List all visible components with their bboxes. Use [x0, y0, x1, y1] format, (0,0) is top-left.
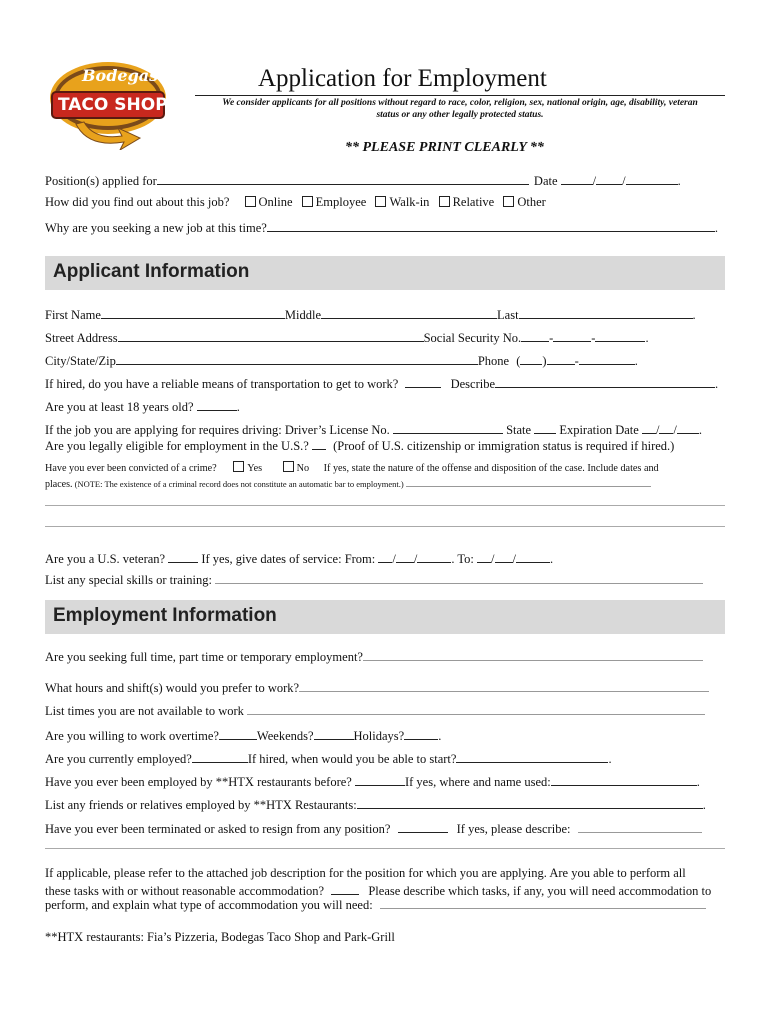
checkbox-convicted-yes[interactable]: [233, 461, 244, 472]
eeo-statement: [195, 97, 725, 121]
checkbox-convicted-no[interactable]: [283, 461, 294, 472]
state-field[interactable]: [534, 421, 556, 434]
date-year-field[interactable]: [626, 172, 678, 185]
option-walk-in: Walk-in: [389, 195, 430, 209]
date-month-field[interactable]: [561, 172, 593, 185]
hours-row: [45, 681, 709, 696]
convicted-note: If yes, state the nature of the offense and disposition of the case. Include dates and: [323, 463, 659, 474]
logo-bottom-text: TACO SHOP: [58, 95, 168, 115]
street-field[interactable]: [118, 329, 424, 342]
service-from-year[interactable]: [417, 550, 451, 563]
license-field[interactable]: [393, 421, 503, 434]
eeo-line-1: We consider applicants for all positions without regard to race, color, religion, sex, national origin, age, disability, veteran: [222, 98, 698, 108]
htx-before-label: Have you ever been employed by **HTX restaurants before?: [45, 775, 352, 789]
city-field[interactable]: [116, 352, 478, 365]
phone-number-field[interactable]: [579, 352, 635, 365]
checkbox-employee[interactable]: [302, 196, 313, 207]
please-describe-label: If yes, please describe:: [456, 822, 571, 836]
where-field[interactable]: [551, 773, 697, 786]
describe-label: Describe: [450, 377, 496, 391]
applicant-section-title: Applicant Information: [53, 261, 250, 282]
not-available-label: List times you are not available to work: [45, 704, 244, 718]
accommodation-question: these tasks with or without reasonable accommodation?: [45, 884, 325, 898]
terminated-label: Have you ever been terminated or asked to resign from any position?: [45, 822, 391, 836]
print-clearly-note: ** PLEASE PRINT CLEARLY **: [345, 140, 544, 155]
htx-footnote: **HTX restaurants: Fia’s Pizzeria, Bodegas Taco Shop and Park-Grill: [45, 930, 395, 944]
accommodation-describe-label: Please describe which tasks, if any, you will need accommodation to: [368, 884, 712, 898]
title-rule: [195, 95, 725, 96]
exp-year-field[interactable]: [677, 421, 699, 434]
accommodation-explain-label: perform, and explain what type of accommodation you will need:: [45, 898, 373, 912]
why-row: Why are you seeking a new job at this time? .: [45, 221, 718, 235]
checkbox-walk-in[interactable]: [375, 196, 386, 207]
position-row: Position(s) applied for Date / / .: [45, 174, 681, 188]
skills-field[interactable]: [215, 573, 703, 584]
not-available-row: [45, 704, 705, 719]
eligible-note: (Proof of U.S. citizenship or immigration status is required if hired.): [333, 439, 675, 453]
why-label: Why are you seeking a new job at this time?: [45, 221, 267, 235]
terminated-describe-field-2[interactable]: [45, 848, 725, 849]
city-row: City/State/Zip Phone ( ) - .: [45, 354, 638, 368]
checkbox-online[interactable]: [245, 196, 256, 207]
expiration-label: Expiration Date: [559, 423, 639, 437]
option-relative: Relative: [452, 195, 495, 209]
accommodation-explain-field[interactable]: [380, 898, 706, 909]
checkbox-relative[interactable]: [439, 196, 450, 207]
ssn-part1-field[interactable]: [521, 329, 549, 342]
offense-field-2[interactable]: [45, 505, 725, 506]
find-job-row: [45, 195, 546, 210]
convicted-label: Have you ever been convicted of a crime?: [45, 463, 217, 474]
service-to-month[interactable]: [477, 550, 491, 563]
service-from-month[interactable]: [378, 550, 392, 563]
not-available-field[interactable]: [247, 704, 705, 715]
transport-field[interactable]: [405, 375, 441, 388]
service-to-day[interactable]: [495, 550, 513, 563]
friends-label: List any friends or relatives employed by **HTX Restaurants:: [45, 798, 357, 812]
phone-area-field[interactable]: [520, 352, 542, 365]
veteran-row: Are you a U.S. veteran? If yes, give dates of service: From: / / . To: / / .: [45, 552, 554, 566]
why-field[interactable]: [267, 219, 715, 232]
employment-section-title: Employment Information: [53, 605, 277, 626]
name-row: First Name Middle Last .: [45, 308, 696, 322]
transport-row: If hired, do you have a reliable means of transportation to get to work? Describe .: [45, 377, 719, 391]
last-field[interactable]: [519, 306, 693, 319]
terminated-field[interactable]: [398, 820, 448, 833]
service-to-year[interactable]: [516, 550, 550, 563]
friends-field[interactable]: [357, 796, 703, 809]
convicted-no-label: No: [296, 463, 310, 474]
exp-month-field[interactable]: [642, 421, 656, 434]
overtime-field[interactable]: [219, 727, 257, 740]
phone-prefix-field[interactable]: [547, 352, 575, 365]
city-label: City/State/Zip: [45, 354, 116, 368]
eligible-field[interactable]: [312, 437, 326, 450]
license-row: If the job you are applying for requires driving: Driver’s License No. State Expiration Date / / .: [45, 423, 703, 437]
offense-field-1[interactable]: [406, 476, 651, 487]
describe-field[interactable]: [495, 375, 715, 388]
transport-label: If hired, do you have a reliable means of transportation to get to work?: [45, 377, 399, 391]
seeking-label: Are you seeking full time, part time or temporary employment?: [45, 650, 363, 664]
street-label: Street Address: [45, 331, 118, 345]
holidays-label: Holidays?: [353, 729, 405, 743]
terminated-row: [45, 820, 702, 837]
ssn-label: Social Security No.: [423, 331, 522, 345]
page-title: Application for Employment: [258, 65, 547, 92]
weekends-field[interactable]: [314, 727, 354, 740]
eligible-row: [45, 437, 674, 454]
places-label: places.: [45, 479, 73, 490]
age-field[interactable]: [197, 398, 237, 411]
overtime-row: Are you willing to work overtime? Weekends? Holidays? .: [45, 729, 442, 743]
license-label: If the job you are applying for requires driving: Driver’s License No.: [45, 423, 390, 437]
currently-field[interactable]: [192, 750, 248, 763]
state-label: State: [506, 423, 532, 437]
accommodation-line-1: If applicable, please refer to the attached job description for the position for which you are applying. Are you able to perform all: [45, 866, 686, 880]
htx-before-row: Have you ever been employed by **HTX restaurants before? If yes, where and name used: .: [45, 775, 700, 789]
where-label: If yes, where and name used:: [404, 775, 551, 789]
option-employee: Employee: [315, 195, 367, 209]
holidays-field[interactable]: [404, 727, 438, 740]
seeking-field[interactable]: [363, 650, 703, 661]
weekends-label: Weekends?: [256, 729, 314, 743]
address-row: Street Address Social Security No. - - .: [45, 331, 649, 345]
age-label: Are you at least 18 years old?: [45, 400, 194, 414]
terminated-describe-field[interactable]: [578, 822, 702, 833]
employment-section-header: [45, 600, 725, 634]
ssn-part3-field[interactable]: [595, 329, 645, 342]
offense-field-3[interactable]: [45, 526, 725, 527]
accommodation-line-2: [45, 882, 711, 899]
skills-row: [45, 573, 703, 588]
age-row: Are you at least 18 years old? .: [45, 400, 240, 414]
date-day-field[interactable]: [596, 172, 622, 185]
service-from-day[interactable]: [396, 550, 414, 563]
skills-label: List any special skills or training:: [45, 573, 212, 587]
places-row: [45, 476, 651, 490]
currently-label: Are you currently employed?: [45, 752, 192, 766]
htx-before-field[interactable]: [355, 773, 405, 786]
phone-label: Phone: [477, 354, 510, 368]
hours-field[interactable]: [299, 681, 709, 692]
date-label: Date: [533, 174, 558, 188]
accommodation-line-3: [45, 898, 706, 913]
overtime-label: Are you willing to work overtime?: [45, 729, 219, 743]
first-name-field[interactable]: [101, 306, 285, 319]
to-label: To:: [457, 552, 474, 566]
applicant-section-header: [45, 256, 725, 290]
option-other: Other: [517, 195, 546, 209]
currently-row: Are you currently employed? If hired, when would you be able to start? .: [45, 752, 612, 766]
logo-top-text: Bodegas: [82, 66, 159, 85]
criminal-note: (NOTE: The existence of a criminal record does not constitute an automatic bar to employment.): [74, 479, 404, 489]
seeking-row: [45, 650, 703, 665]
checkbox-other[interactable]: [503, 196, 514, 207]
exp-day-field[interactable]: [659, 421, 673, 434]
service-dates-label: If yes, give dates of service: From:: [201, 552, 376, 566]
convicted-row: [45, 461, 659, 474]
position-field[interactable]: [157, 172, 529, 185]
eligible-label: Are you legally eligible for employment in the U.S.?: [45, 439, 309, 453]
bodegas-logo: [48, 58, 168, 150]
friends-row: List any friends or relatives employed by **HTX Restaurants: .: [45, 798, 706, 812]
position-label: Position(s) applied for: [45, 174, 157, 188]
find-job-label: How did you find out about this job?: [45, 195, 230, 209]
veteran-label: Are you a U.S. veteran?: [45, 552, 166, 566]
eeo-line-2: status or any other legally protected status.: [376, 110, 544, 120]
option-online: Online: [258, 195, 293, 209]
veteran-field[interactable]: [168, 550, 198, 563]
hours-label: What hours and shift(s) would you prefer to work?: [45, 681, 300, 695]
first-name-label: First Name: [45, 308, 101, 322]
convicted-yes-label: Yes: [247, 463, 263, 474]
accommodation-field[interactable]: [331, 882, 359, 895]
start-field[interactable]: [456, 750, 608, 763]
middle-field[interactable]: [321, 306, 497, 319]
middle-label: Middle: [284, 308, 322, 322]
ssn-part2-field[interactable]: [553, 329, 591, 342]
start-label: If hired, when would you be able to start?: [247, 752, 457, 766]
last-label: Last: [497, 308, 519, 322]
